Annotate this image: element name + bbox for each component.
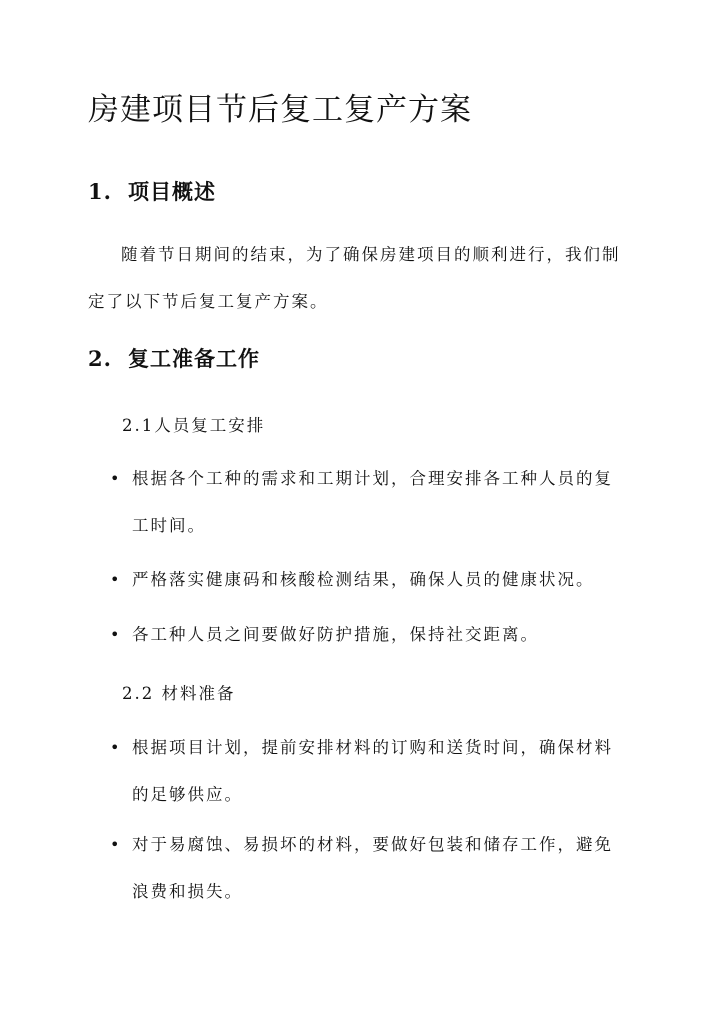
bullet-icon: •	[110, 469, 122, 488]
list-item	[106, 724, 626, 818]
overview-paragraph: 随着节日期间的结束，为了确保房建项目的顺利进行，我们制定了以下节后复工复产方案。	[88, 245, 621, 311]
bullet-icon: •	[110, 738, 122, 757]
section-heading-overview	[88, 176, 216, 206]
bullet-icon: •	[110, 570, 122, 589]
section-heading-text: 项目概述	[128, 179, 216, 204]
section-heading-preparation	[88, 343, 260, 373]
list-item-text: 各工种人员之间要做好防护措施，保持社交距离。	[132, 625, 539, 644]
list-item-text: 根据各个工种的需求和工期计划，合理安排各工种人员的复工时间。	[132, 469, 613, 535]
section-number: 1.	[88, 179, 112, 204]
bullet-icon: •	[110, 835, 122, 854]
bullet-icon: •	[110, 625, 122, 644]
list-item	[106, 821, 626, 915]
list-item	[106, 556, 626, 603]
document-title: 房建项目节后复工复产方案	[88, 92, 472, 128]
list-item-text: 对于易腐蚀、易损坏的材料，要做好包装和储存工作，避免浪费和损失。	[132, 835, 613, 901]
section-number: 2.	[88, 346, 112, 371]
section-heading-text: 复工准备工作	[128, 346, 260, 371]
list-item-text: 严格落实健康码和核酸检测结果，确保人员的健康状况。	[132, 570, 595, 589]
list-item-text: 根据项目计划，提前安排材料的订购和送货时间，确保材料的足够供应。	[132, 738, 613, 804]
list-item	[106, 611, 626, 658]
subsection-heading-staff: 2.1人员复工安排	[122, 416, 266, 435]
list-item	[106, 455, 626, 549]
subsection-heading-materials: 2.2 材料准备	[122, 684, 236, 703]
